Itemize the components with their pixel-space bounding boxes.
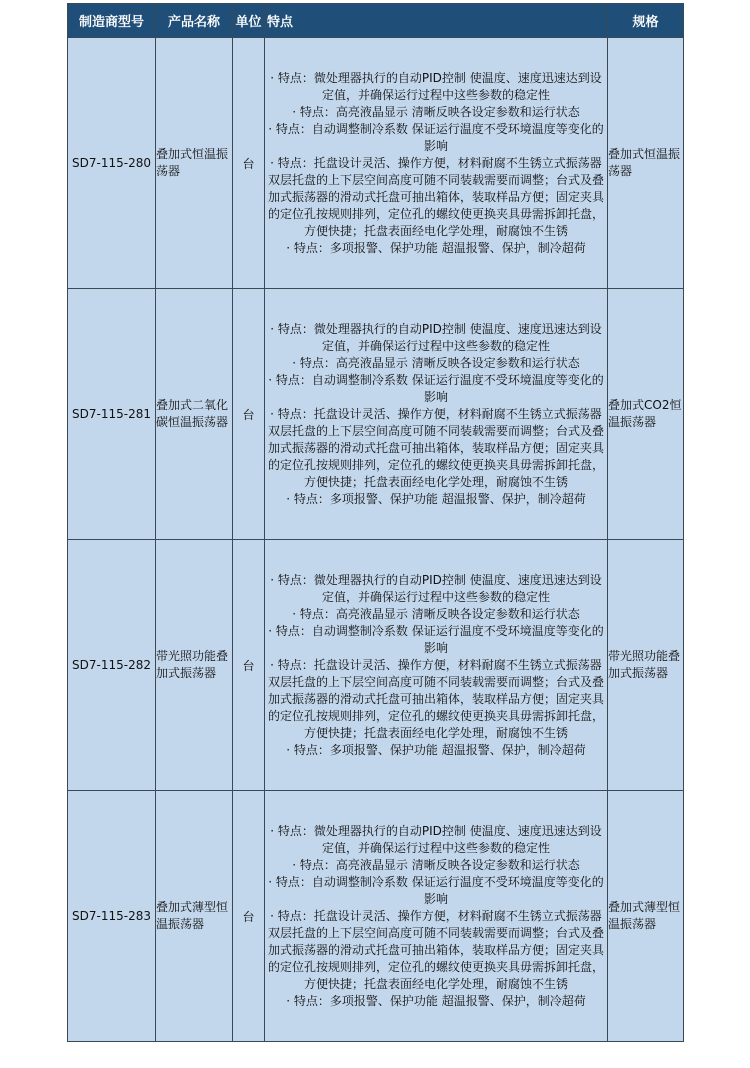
header-spec: 规格 xyxy=(608,4,684,38)
spec-cell: 带光照功能叠加式振荡器 xyxy=(608,540,684,791)
feature-line: · 特点：高亮液晶显示 清晰反映各设定参数和运行状态 xyxy=(292,355,580,370)
feature-line: · 特点：多项报警、保护功能 超温报警、保护，制冷超荷 xyxy=(286,491,586,506)
feature-line: · 特点：高亮液晶显示 清晰反映各设定参数和运行状态 xyxy=(292,104,580,119)
features-cell xyxy=(265,289,608,540)
name-cell: 叠加式恒温振荡器 xyxy=(156,38,233,289)
unit-cell: 台 xyxy=(233,289,265,540)
feature-line: · 特点：多项报警、保护功能 超温报警、保护，制冷超荷 xyxy=(286,993,586,1008)
spec-cell: 叠加式恒温振荡器 xyxy=(608,38,684,289)
table-body xyxy=(68,38,684,1042)
feature-line: · 特点：高亮液晶显示 清晰反映各设定参数和运行状态 xyxy=(292,606,580,621)
model-cell: SD7-115-283 xyxy=(68,791,156,1042)
feature-line: · 特点：自动调整制冷系数 保证运行温度不受环境温度等变化的影响 xyxy=(268,121,604,153)
header-name: 产品名称 xyxy=(156,4,233,38)
table-row xyxy=(68,289,684,540)
model-cell: SD7-115-282 xyxy=(68,540,156,791)
header-row xyxy=(68,4,684,38)
table-header xyxy=(68,4,684,38)
features-cell xyxy=(265,791,608,1042)
feature-line: · 特点：微处理器执行的自动PID控制 使温度、速度迅速达到设定值，并确保运行过程中这些参数的稳定性 xyxy=(270,572,602,604)
feature-line: · 特点：多项报警、保护功能 超温报警、保护，制冷超荷 xyxy=(286,742,586,757)
unit-cell: 台 xyxy=(233,791,265,1042)
table-row xyxy=(68,540,684,791)
features-cell xyxy=(265,540,608,791)
feature-line: · 特点：自动调整制冷系数 保证运行温度不受环境温度等变化的影响 xyxy=(268,874,604,906)
name-cell: 带光照功能叠加式振荡器 xyxy=(156,540,233,791)
name-cell: 叠加式薄型恒温振荡器 xyxy=(156,791,233,1042)
feature-line: · 特点：自动调整制冷系数 保证运行温度不受环境温度等变化的影响 xyxy=(268,623,604,655)
header-model: 制造商型号 xyxy=(68,4,156,38)
table-row xyxy=(68,791,684,1042)
spec-cell: 叠加式薄型恒温振荡器 xyxy=(608,791,684,1042)
feature-line: · 特点：自动调整制冷系数 保证运行温度不受环境温度等变化的影响 xyxy=(268,372,604,404)
feature-line: · 特点：微处理器执行的自动PID控制 使温度、速度迅速达到设定值，并确保运行过程中这些参数的稳定性 xyxy=(270,321,602,353)
product-spec-table xyxy=(67,3,684,1042)
model-cell: SD7-115-281 xyxy=(68,289,156,540)
feature-line: · 特点：托盘设计灵活、操作方便，材料耐腐不生锈立式振荡器双层托盘的上下层空间高度可随不同装载需要而调整；台式及叠加式振荡器的滑动式托盘可抽出箱体，装取样品方便；固定夹具的定位孔按规则排列，定位孔的螺纹使更换夹具毋需拆卸托盘，方便快捷；托盘表面经电化学处理，耐腐蚀不生锈 xyxy=(268,908,605,991)
header-unit: 单位 xyxy=(233,4,265,38)
feature-line: · 特点：微处理器执行的自动PID控制 使温度、速度迅速达到设定值，并确保运行过程中这些参数的稳定性 xyxy=(270,70,602,102)
unit-cell: 台 xyxy=(233,540,265,791)
model-cell: SD7-115-280 xyxy=(68,38,156,289)
feature-line: · 特点：托盘设计灵活、操作方便，材料耐腐不生锈立式振荡器双层托盘的上下层空间高度可随不同装载需要而调整；台式及叠加式振荡器的滑动式托盘可抽出箱体，装取样品方便；固定夹具的定位孔按规则排列，定位孔的螺纹使更换夹具毋需拆卸托盘，方便快捷；托盘表面经电化学处理，耐腐蚀不生锈 xyxy=(268,406,605,489)
feature-line: · 特点：多项报警、保护功能 超温报警、保护，制冷超荷 xyxy=(286,240,586,255)
spec-cell: 叠加式CO2恒温振荡器 xyxy=(608,289,684,540)
table-row xyxy=(68,38,684,289)
unit-cell: 台 xyxy=(233,38,265,289)
feature-line: · 特点：高亮液晶显示 清晰反映各设定参数和运行状态 xyxy=(292,857,580,872)
feature-line: · 特点：微处理器执行的自动PID控制 使温度、速度迅速达到设定值，并确保运行过程中这些参数的稳定性 xyxy=(270,823,602,855)
header-features: 特点 xyxy=(265,4,608,38)
feature-line: · 特点：托盘设计灵活、操作方便，材料耐腐不生锈立式振荡器双层托盘的上下层空间高度可随不同装载需要而调整；台式及叠加式振荡器的滑动式托盘可抽出箱体，装取样品方便；固定夹具的定位孔按规则排列，定位孔的螺纹使更换夹具毋需拆卸托盘，方便快捷；托盘表面经电化学处理，耐腐蚀不生锈 xyxy=(268,155,605,238)
features-cell xyxy=(265,38,608,289)
feature-line: · 特点：托盘设计灵活、操作方便，材料耐腐不生锈立式振荡器双层托盘的上下层空间高度可随不同装载需要而调整；台式及叠加式振荡器的滑动式托盘可抽出箱体，装取样品方便；固定夹具的定位孔按规则排列，定位孔的螺纹使更换夹具毋需拆卸托盘，方便快捷；托盘表面经电化学处理，耐腐蚀不生锈 xyxy=(268,657,605,740)
name-cell: 叠加式二氧化碳恒温振荡器 xyxy=(156,289,233,540)
